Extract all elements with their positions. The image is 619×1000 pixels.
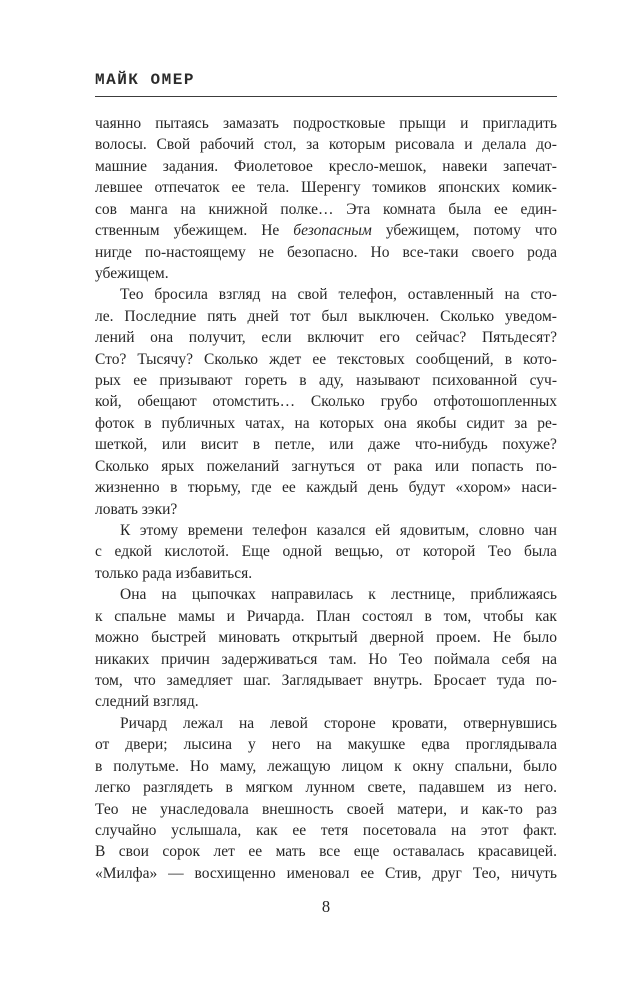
text-line: левшее отпечаток ее тела. Шеренгу томиков японских комик-: [95, 179, 557, 197]
text-line: Сто? Тысячу? Сколько ждет ее текстовых сообщений, в кото-: [95, 350, 557, 368]
text-line: жизненно в тюрьму, где ее каждый день будут «хором» наси-: [95, 479, 557, 497]
text-line: Она на цыпочках направилась к лестнице, приближаясь: [120, 586, 557, 604]
text-line: Ричард лежал на левой стороне кровати, отвернувшись: [120, 714, 557, 732]
text-line: ственным убежищем. Не безопасным убежищем, потому что: [95, 222, 557, 240]
text-line: следний взгляд.: [95, 693, 199, 711]
running-header-title: МАЙК ОМЕР: [95, 71, 195, 89]
text-line: кой, обещают отомстить… Сколько грубо отфотошопленных: [95, 393, 557, 411]
text-line: рых ее призывают гореть в аду, называют психованной суч-: [95, 372, 557, 390]
text-line: волосы. Свой рабочий стол, за которым рисовала и делала до-: [95, 136, 557, 154]
text-line: «Милфа» — восхищенно именовал ее Стив, друг Тео, ничуть: [95, 864, 557, 882]
text-line: В свои сорок лет ее мать все еще оставалась красавицей.: [95, 843, 557, 861]
text-line: шеткой, или висит в петле, или даже что-нибудь похуже?: [95, 436, 557, 454]
text-line: чаянно пытаясь замазать подростковые прыщи и пригладить: [95, 115, 557, 132]
paragraph: [95, 284, 557, 520]
page-body: [95, 113, 557, 884]
text-line: Тео не унаследовала внешность своей матери, и как-то раз: [95, 800, 557, 818]
paragraph: [95, 713, 557, 884]
text-line: сов манга на книжной полке… Эта комната была ее един-: [95, 200, 557, 218]
page-number: 8: [321, 897, 331, 916]
text-line: легко разглядеть в мягком лунном свете, падавшем из него.: [95, 779, 557, 797]
text-line: фоток в публичных чатах, на которых она якобы сидит за ре-: [95, 414, 557, 432]
text-line: с едкой кислотой. Еще одной вещью, от которой Тео была: [95, 543, 557, 561]
text-line: К этому времени телефон казался ей ядовитым, словно чан: [120, 522, 557, 540]
text-line: Тео бросила взгляд на свой телефон, оставленный на сто-: [120, 286, 557, 304]
paragraph: [95, 113, 557, 284]
text-line: Сколько ярых пожеланий загнуться от рака или попасть по-: [95, 457, 557, 475]
paragraph: [95, 520, 557, 584]
text-line: в полутьме. Но маму, лежащую лицом к окну спальни, было: [95, 757, 557, 775]
text-line: том, что замедляет шаг. Заглядывает внутрь. Бросает туда по-: [95, 671, 557, 689]
text-line: машние задания. Фиолетовое кресло-мешок, навеки запечат-: [95, 157, 557, 175]
text-line: к спальне мамы и Ричарда. План состоял в том, чтобы как: [95, 607, 557, 625]
paragraph: [95, 584, 557, 713]
text-line: от двери; лысина у него на макушке едва проглядывала: [95, 736, 557, 754]
text-line: убежищем.: [95, 264, 169, 282]
text-line: только рада избавиться.: [95, 564, 253, 582]
running-header: [95, 71, 557, 97]
text-line: ловать зэки?: [95, 500, 178, 518]
text-line: никаких причин задерживаться там. Но Тео поймала себя на: [95, 650, 557, 668]
text-line: лений она получит, если включит его сейчас? Пятьдесят?: [95, 329, 557, 347]
text-line: случайно услышала, как ее тетя посетовала на этот факт.: [95, 821, 557, 839]
text-line: нигде по-настоящему не безопасно. Но все-таки своего рода: [95, 243, 557, 261]
text-line: можно быстрей миновать открытый дверной проем. Не было: [95, 629, 557, 647]
text-line: ле. Последние пять дней тот был выключен. Сколько уведом-: [95, 307, 557, 325]
